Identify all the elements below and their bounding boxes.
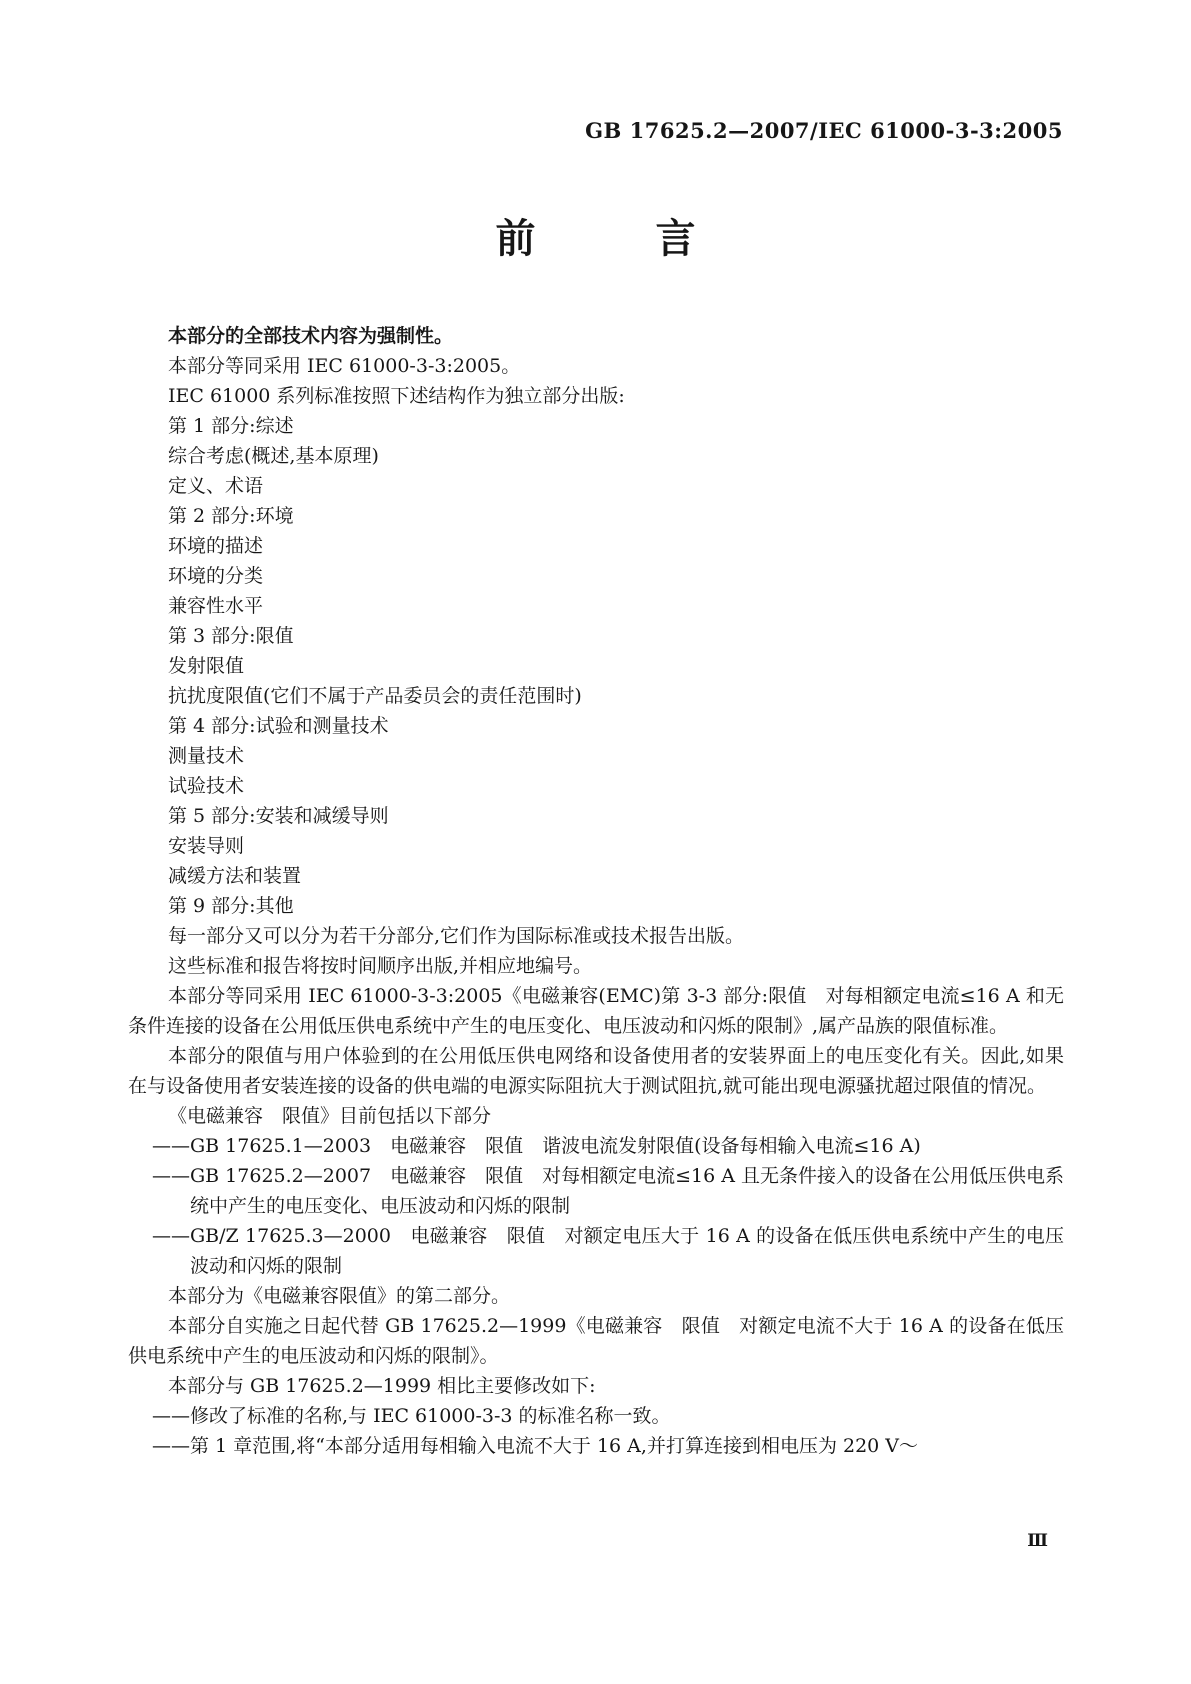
paragraph: 本部分等同采用 IEC 61000-3-3:2005。: [168, 355, 521, 377]
paragraph: 本部分为《电磁兼容限值》的第二部分。: [168, 1285, 511, 1307]
paragraph: 综合考虑(概述,基本原理): [168, 445, 379, 467]
paragraph: 本部分与 GB 17625.2—1999 相比主要修改如下:: [168, 1375, 596, 1397]
paragraph: 测量技术: [168, 745, 245, 767]
paragraph: 《电磁兼容 限值》目前包括以下部分: [168, 1105, 492, 1127]
paragraph: 第 1 部分:综述: [168, 415, 294, 437]
page-number: Ⅲ: [1027, 1531, 1048, 1551]
paragraph: 兼容性水平: [168, 595, 264, 617]
paragraph: 环境的描述: [168, 535, 264, 557]
paragraph: IEC 61000 系列标准按照下述结构作为独立部分出版:: [168, 385, 625, 407]
paragraph: 发射限值: [168, 655, 245, 677]
paragraph: 本部分等同采用 IEC 61000-3-3:2005《电磁兼容(EMC)第 3-3 部分:限值 对每相额定电流≤16 A 和无条件连接的设备在公用低压供电系统中产生的电压变化、电压波动和闪烁的限制》,属产品族的限值标准。: [128, 985, 1064, 1037]
paragraph: 定义、术语: [168, 475, 264, 497]
paragraph: 每一部分又可以分为若干分部分,它们作为国际标准或技术报告出版。: [168, 925, 745, 947]
paragraph: 第 9 部分:其他: [168, 895, 294, 917]
paragraph: ——GB 17625.2—2007 电磁兼容 限值 对每相额定电流≤16 A 且无条件接入的设备在公用低压供电系统中产生的电压变化、电压波动和闪烁的限制: [152, 1165, 1065, 1217]
page-title: 前 言: [495, 216, 696, 262]
paragraph: 这些标准和报告将按时间顺序出版,并相应地编号。: [168, 955, 593, 977]
paragraph: ——修改了标准的名称,与 IEC 61000-3-3 的标准名称一致。: [152, 1405, 671, 1427]
paragraph: 本部分自实施之日起代替 GB 17625.2—1999《电磁兼容 限值 对额定电流不大于 16 A 的设备在低压供电系统中产生的电压波动和闪烁的限制》。: [128, 1315, 1064, 1367]
paragraph: ——GB/Z 17625.3—2000 电磁兼容 限值 对额定电压大于 16 A 的设备在低压供电系统中产生的电压波动和闪烁的限制: [152, 1225, 1064, 1277]
paragraph: ——GB 17625.1—2003 电磁兼容 限值 谐波电流发射限值(设备每相输入电流≤16 A): [152, 1135, 921, 1157]
paragraph: 本部分的全部技术内容为强制性。: [168, 325, 454, 347]
paragraph: 第 2 部分:环境: [168, 505, 294, 527]
paragraph: 抗扰度限值(它们不属于产品委员会的责任范围时): [168, 685, 582, 707]
paragraph: 本部分的限值与用户体验到的在公用低压供电网络和设备使用者的安装界面上的电压变化有关。因此,如果在与设备使用者安装连接的设备的供电端的电源实际阻抗大于测试阻抗,就可能出现电源骚扰超过限值的情况。: [128, 1045, 1064, 1097]
paragraph: 第 4 部分:试验和测量技术: [168, 715, 389, 737]
paragraph: ——第 1 章范围,将“本部分适用每相输入电流不大于 16 A,并打算连接到相电压为 220 V～: [152, 1435, 919, 1457]
paragraph: 第 3 部分:限值: [168, 625, 294, 647]
standard-code-header: GB 17625.2—2007/IEC 61000-3-3:2005: [585, 118, 1063, 143]
document-body: [128, 321, 1064, 1461]
paragraph: 减缓方法和装置: [168, 865, 302, 887]
paragraph: 第 5 部分:安装和减缓导则: [168, 805, 389, 827]
paragraph: 环境的分类: [168, 565, 264, 587]
paragraph: 安装导则: [168, 835, 245, 857]
paragraph: 试验技术: [168, 775, 245, 797]
